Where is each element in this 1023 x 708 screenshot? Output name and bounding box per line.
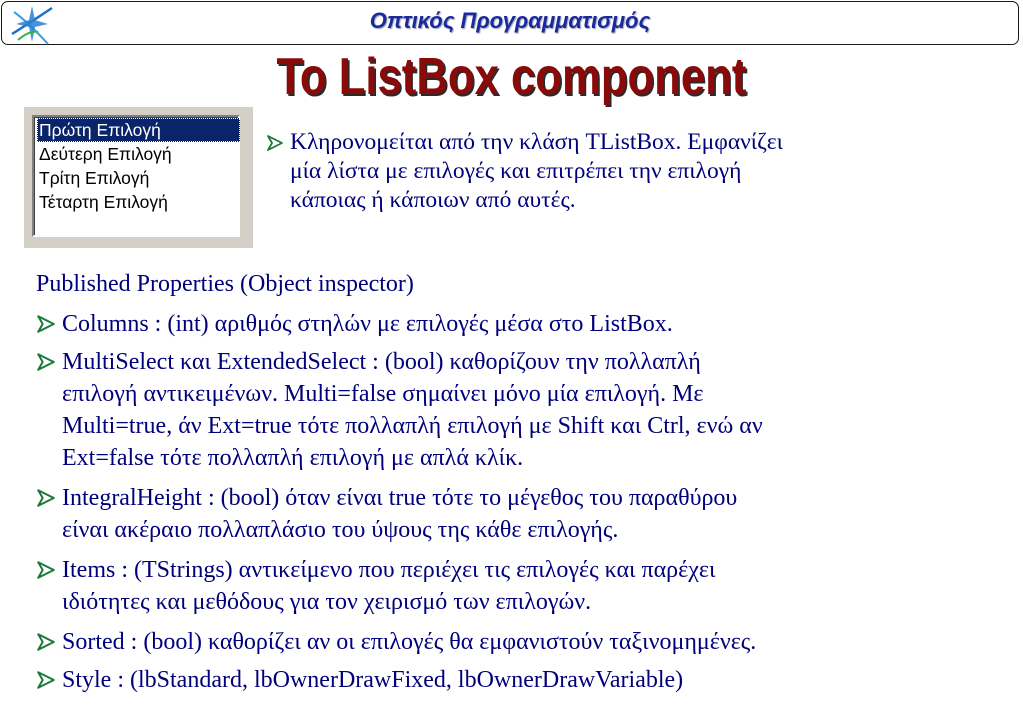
description-text	[290, 128, 783, 215]
property-line: επιλογή αντικειμένων. Multi=false σημαίνει μόνο μία επιλογή. Με	[62, 381, 704, 407]
bullet-arrow-icon	[36, 314, 56, 334]
properties-heading: Published Properties (Object inspector)	[36, 271, 414, 297]
header-bar	[1, 1, 1019, 45]
bullet-arrow-icon	[36, 632, 56, 652]
property-line: MultiSelect και ExtendedSelect : (bool) καθορίζουν την πολλαπλή	[62, 349, 701, 375]
bullet-arrow-icon	[36, 560, 56, 580]
listbox-item[interactable]: Τέταρτη Επιλογή	[39, 192, 168, 212]
property-line: Multi=true, άν Ext=true τότε πολλαπλή επιλογή με Shift και Ctrl, ενώ αν	[62, 413, 763, 439]
property-line: ιδιότητες και μεθόδους για τον χειρισμό των επιλογών.	[62, 589, 592, 615]
listbox-example-frame	[24, 107, 253, 248]
property-line: Style : (lbStandard, lbOwnerDrawFixed, lbOwnerDrawVariable)	[62, 667, 684, 693]
bullet-arrow-icon	[36, 488, 56, 508]
bullet-arrow-icon	[36, 352, 56, 372]
header-title: Οπτικός Προγραμματισμός	[369, 8, 651, 33]
listbox-item[interactable]: Δεύτερη Επιλογή	[39, 144, 172, 164]
property-bullet	[62, 482, 737, 546]
description-line: μία λίστα με επιλογές και επιτρέπει την επιλογή	[290, 158, 742, 184]
property-line: είναι ακέραιο πολλαπλάσιο του ύψους της κάθε επιλογής.	[62, 517, 619, 543]
property-bullet	[62, 626, 756, 658]
listbox-example[interactable]	[32, 115, 240, 237]
property-line: Sorted : (bool) καθορίζει αν οι επιλογές θα εμφανιστούν ταξινομημένες.	[62, 629, 757, 655]
listbox-item[interactable]: Πρώτη Επιλογή	[37, 118, 240, 142]
property-line: Ext=false τότε πολλαπλή επιλογή με απλά κλίκ.	[62, 445, 524, 471]
property-line: Columns : (int) αριθμός στηλών με επιλογές μέσα στο ListBox.	[62, 311, 673, 337]
listbox-item[interactable]: Τρίτη Επιλογή	[39, 168, 150, 188]
property-bullet	[62, 346, 763, 474]
description-line: Κληρονομείται από την κλάση TListBox. Εμφανίζει	[290, 129, 783, 155]
bullet-arrow-icon	[266, 134, 284, 152]
property-bullet	[62, 554, 715, 618]
property-line: IntegralHeight : (bool) όταν είναι true τότε το μέγεθος του παραθύρου	[62, 485, 738, 511]
description-line: κάποιας ή κάποιων από αυτές.	[290, 187, 576, 213]
property-bullet	[62, 664, 683, 696]
bullet-arrow-icon	[36, 670, 56, 690]
property-line: Items : (TStrings) αντικείμενο που περιέχει τις επιλογές και παρέχει	[62, 557, 716, 583]
property-bullet	[62, 308, 673, 340]
slide-title: To ListBox component	[276, 48, 747, 106]
